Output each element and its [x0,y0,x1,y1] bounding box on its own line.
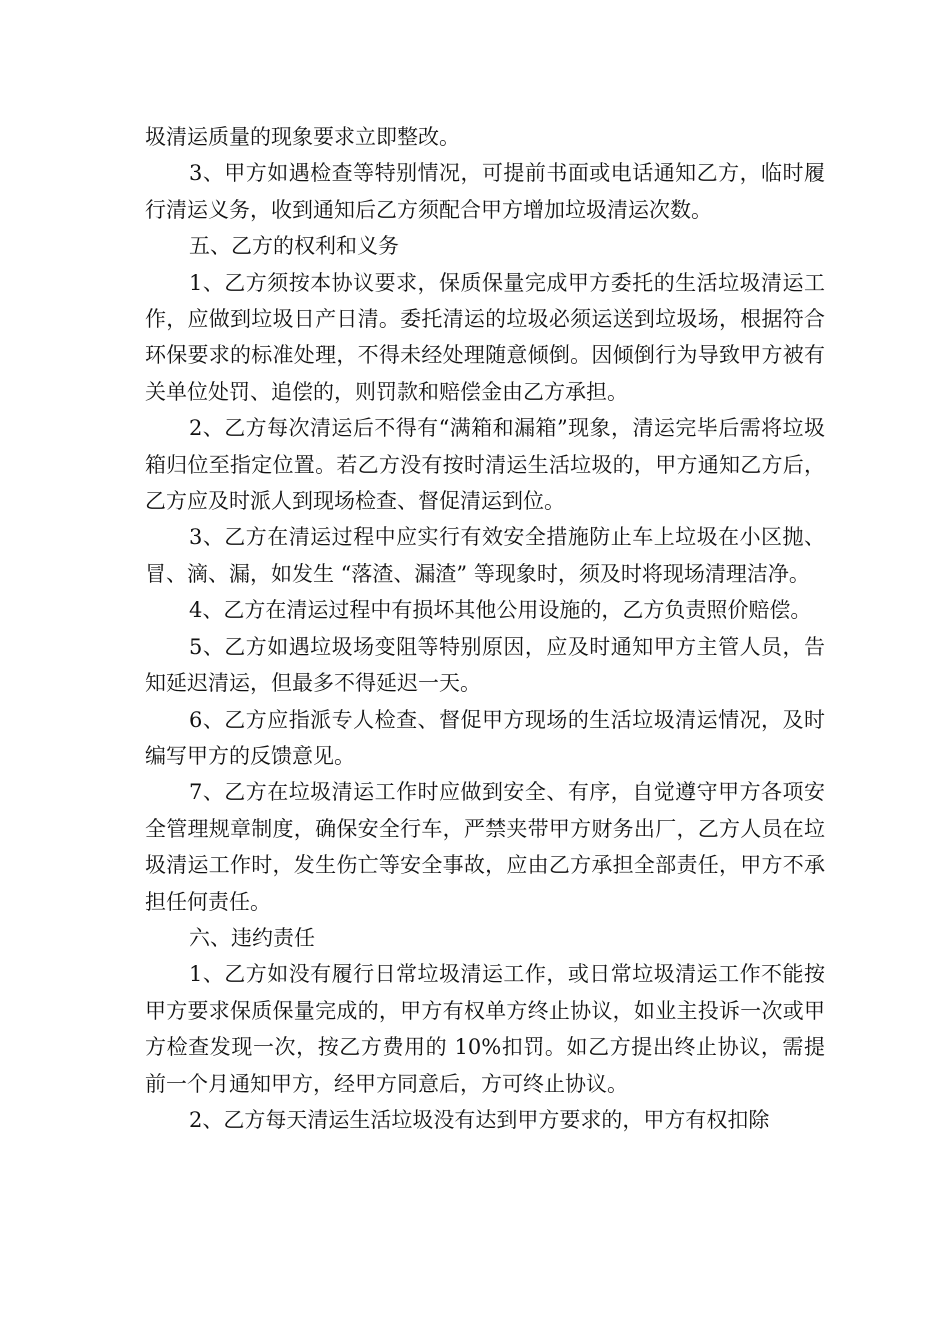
section-heading-6: 六、违约责任 [189,925,315,950]
clause-5-3: 3、乙方在清运过程中应实行有效安全措施防止车上垃圾在小区抛、冒、滴、漏，如发生 “落渣、漏渣” 等现象时，须及时将现场清理洁净。 [145,525,825,586]
clause-6-1: 1、乙方如没有履行日常垃圾清运工作，或日常垃圾清运工作不能按甲方要求保质保量完成的，甲方有权单方终止协议，如业主投诉一次或甲方检查发现一次，按乙方费用的 10%扣罚。如乙方提出终止协议，需提前一个月通知甲方，经甲方同意后，方可终止协议。 [145,962,825,1096]
document-page [145,119,825,1138]
clause-5-6: 6、乙方应指派专人检查、督促甲方现场的生活垃圾清运情况，及时编写甲方的反馈意见。 [145,707,825,768]
section-heading-5: 五、乙方的权利和义务 [189,234,399,259]
paragraph-continuation: 圾清运质量的现象要求立即整改。 [145,125,460,149]
clause-5-1: 1、乙方须按本协议要求，保质保量完成甲方委托的生活垃圾清运工作，应做到垃圾日产日清。委托清运的垃圾必须运送到垃圾场，根据符合环保要求的标准处理，不得未经处理随意倾倒。因倾倒行为导致甲方被有关单位处罚、追偿的，则罚款和赔偿金由乙方承担。 [145,270,825,404]
clause-5-4: 4、乙方在清运过程中有损坏其他公用设施的，乙方负责照价赔偿。 [189,598,812,623]
clause-4-3: 3、甲方如遇检查等特别情况，可提前书面或电话通知乙方，临时履行清运义务，收到通知后乙方须配合甲方增加垃圾清运次数。 [145,161,825,222]
clause-5-7: 7、乙方在垃圾清运工作时应做到安全、有序，自觉遵守甲方各项安全管理规章制度，确保安全行车，严禁夹带甲方财务出厂，乙方人员在垃圾清运工作时，发生伤亡等安全事故，应由乙方承担全部责任，甲方不承担任何责任。 [145,780,825,914]
clause-5-5: 5、乙方如遇垃圾场变阻等特别原因，应及时通知甲方主管人员，告知延迟清运，但最多不得延迟一天。 [145,634,825,696]
clause-6-2: 2、乙方每天清运生活垃圾没有达到甲方要求的，甲方有权扣除 [189,1107,770,1132]
clause-5-2: 2、乙方每次清运后不得有“满箱和漏箱”现象，清运完毕后需将垃圾箱归位至指定位置。若乙方没有按时清运生活垃圾的，甲方通知乙方后，乙方应及时派人到现场检查、督促清运到位。 [145,416,825,514]
